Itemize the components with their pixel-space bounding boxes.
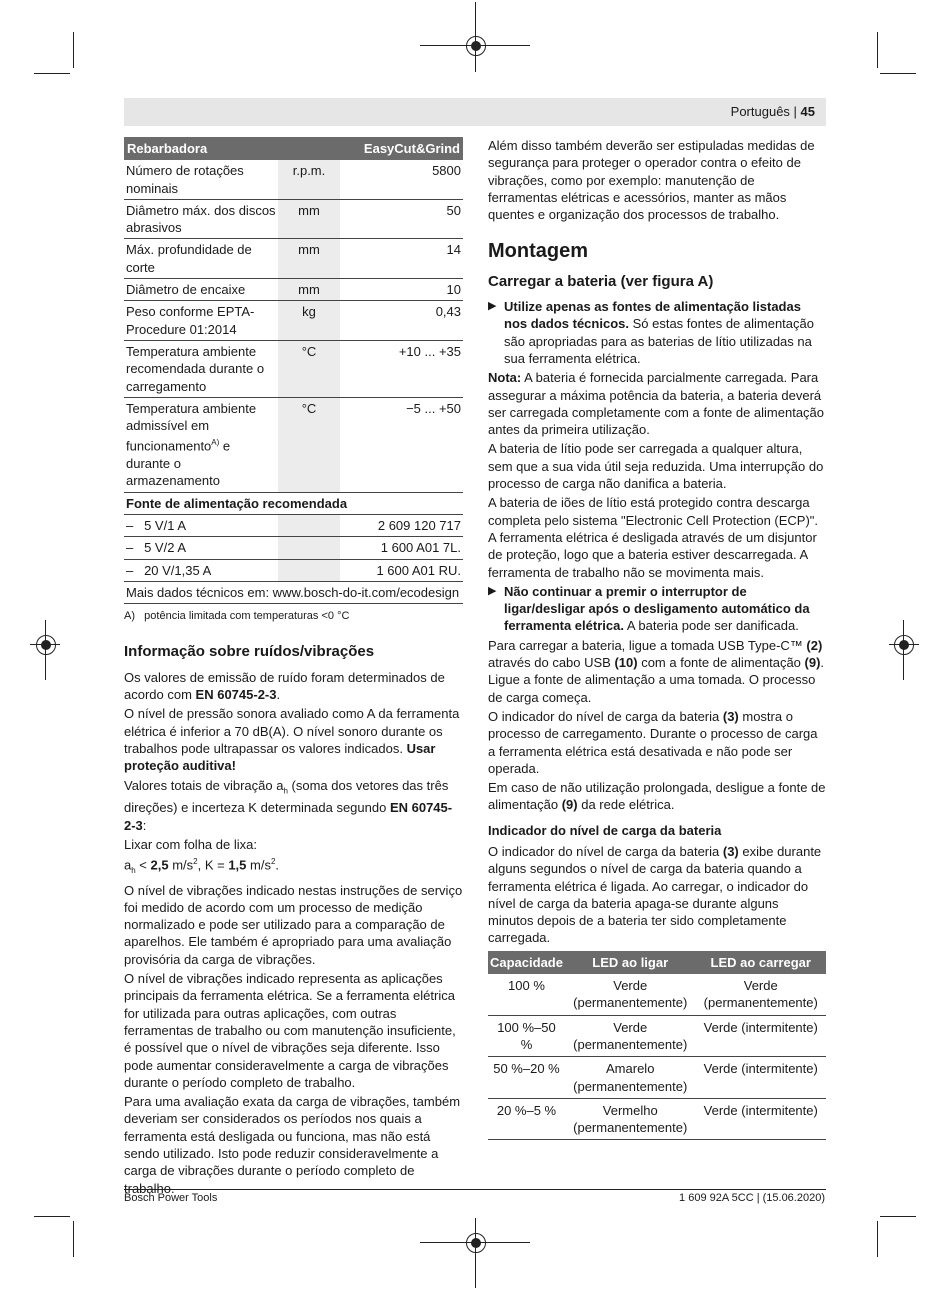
- led-header-row: Capacidade LED ao ligar LED ao carregar: [488, 951, 826, 974]
- bullet-1: ▶ Utilize apenas as fontes de alimentação listadas nos dados técnicos. Só estas fontes de alimentação são apropriadas para as baterias de lítio utilizadas na sua ferramenta elétrica.: [488, 299, 814, 366]
- footnote: A) potência limitada com temperaturas <0 °C: [124, 610, 350, 623]
- led-row: 50 %–20 % Amarelo (permanentemente) Verde (intermitente): [488, 1057, 826, 1099]
- header-language: Português: [730, 104, 790, 119]
- led-row: 100 %–50 % Verde (permanentemente) Verde (intermitente): [488, 1015, 826, 1057]
- bullet-2: ▶ Não continuar a premir o interruptor de ligar/desligar após o desligamento automático da ferramenta elétrica. A bateria pode ser danificada.: [488, 583, 810, 634]
- right-column: [488, 137, 826, 1140]
- power-row: – 5 V/2 A 1 600 A01 7L.: [124, 537, 463, 559]
- p-lithium: A bateria de lítio pode ser carregada a qualquer altura, sem que a sua vida útil seja reduzida. Uma interrupção do processo de carga não danifica a bateria.: [488, 441, 824, 492]
- power-section-title: Fonte de alimentação recomendada: [124, 492, 463, 514]
- more-info-row: [124, 581, 463, 603]
- spec-header-right: EasyCut&Grind: [340, 137, 463, 160]
- p-indicator: O indicador do nível de carga da bateria (3) mostra o processo de carregamento. Durante o processo de carga a ferramenta elétrica está desativada e não pode ser operada.: [488, 708, 818, 776]
- led-row: 20 %–5 % Vermelho (permanentemente) Verde (intermitente): [488, 1098, 826, 1140]
- triangle-bullet-icon: ▶: [488, 300, 497, 313]
- spec-row: Máx. profundidade de corte mm 14: [124, 239, 463, 279]
- footer-docnumber: 1 609 92A 5CC | (15.06.2020): [679, 1192, 825, 1204]
- page-header: Português | 45: [730, 104, 815, 119]
- led-row: 100 % Verde (permanentemente) Verde (permanentemente): [488, 974, 826, 1015]
- p-ecp: A bateria de iões de lítio está protegido contra descarga completa pelo sistema "Electronic Cell Protection (ECP)". A ferramenta elétrica é desligada através de um disjuntor de proteção, logo que a bateria estiver descarregada. A ferramenta de trabalho não se movimenta mais.: [488, 495, 819, 580]
- noise-p1: Os valores de emissão de ruído foram determinados de acordo com EN 60745-2-3.: [124, 669, 445, 703]
- led-table: [488, 951, 826, 1141]
- noise-p6: O nível de vibrações indicado representa as aplicações principais da ferramenta elétrica. Se a ferramenta elétrica for utilizada para outras aplicações, com outras ferramentas de trabalho ou com manutenção insuficiente, é possível que o nível de vibrações seja diferente. Isso pode aumentar consideravelmente a carga de vibrações durante o período completo de trabalho.: [124, 971, 456, 1090]
- note: Nota: A bateria é fornecida parcialmente carregada. Para assegurar a máxima potência da bateria, a bateria deverá ser carregada completamente com a fonte de alimentação antes da primeira utilização.: [488, 370, 825, 438]
- spec-row: Temperatura ambiente admissível em funcionamento$^{A)}$ e durante o armazenamento °C −5 ... +50: [124, 397, 463, 492]
- noise-title: Informação sobre ruídos/vibrações: [124, 643, 375, 661]
- noise-p3: Valores totais de vibração $a_h$ (soma dos vetores das três direções) e incerteza K determinada segundo EN 60745-2-3:: [124, 777, 453, 833]
- spec-row: Diâmetro de encaixe mm 10: [124, 279, 463, 301]
- right-intro: Além disso também deverão ser estipuladas medidas de segurança para proteger o operador contra o efeito de vibrações, como por exemplo: manutenção de ferramentas elétricas e acessórios, manter as mãos quentes e organização dos processos de trabalho.: [488, 138, 815, 223]
- spec-row: Número de rotações nominais r.p.m. 5800: [124, 160, 463, 199]
- noise-p4: Lixar com folha de lixa: $a_h < 2,5$ $m/s^2$, K = 1,5 $m/s^2$.: [124, 837, 280, 876]
- noise-p2: O nível de pressão sonora avaliado como A da ferramenta elétrica é inferior a 70 dB(A). O nível sonoro durante os trabalhos pode ultrapassar os valores indicados. Usar proteção auditiva!: [124, 706, 460, 774]
- triangle-bullet-icon: ▶: [488, 584, 497, 597]
- noise-p5: O nível de vibrações indicado nestas instruções de serviço foi medido de acordo com um processo de medição normalizado e pode ser utilizado para a comparação de aparelhos. Ele também é apropriado para uma avaliação provisória da carga de vibrações.: [124, 882, 463, 967]
- spec-row: Temperatura ambiente recomendada durante o carregamento °C +10 ... +35: [124, 340, 463, 397]
- spec-row: Diâmetro máx. dos discos abrasivos mm 50: [124, 199, 463, 239]
- montagem-title: Montagem: [488, 240, 588, 263]
- footer-brand: Bosch Power Tools: [124, 1192, 218, 1204]
- power-row: – 20 V/1,35 A 1 600 A01 RU.: [124, 559, 463, 581]
- charge-title: Carregar a bateria (ver figura A): [488, 272, 714, 290]
- p-charge: Para carregar a bateria, ligue a tomada USB Type-C™ (2) através do cabo USB (10) com a fonte de alimentação (9). Ligue a fonte de alimentação a uma tomada. O processo de carga começa.: [488, 637, 825, 705]
- spec-row: Peso conforme EPTA-Procedure 01:2014 kg 0,43: [124, 301, 463, 341]
- more-info-link[interactable]: Mais dados técnicos em: www.bosch-do-it.com/ecodesign: [124, 581, 463, 603]
- spec-table: [124, 137, 463, 604]
- header-bar: [124, 98, 826, 126]
- p-indicator-2: O indicador do nível de carga da bateria (3) exibe durante alguns segundos o nível de carga da bateria quando a ferramenta elétrica é ligada. Ao carregar, o indicador do nível de carga da bateria apaga-se durante alguns minutos depois de a bateria ter sido completamente carregada.: [488, 843, 822, 946]
- indicator-title: Indicador do nível de carga da bateria: [488, 822, 722, 838]
- noise-p7: Para uma avaliação exata da carga de vibrações, também deveriam ser considerados os períodos nos quais a ferramenta está desligada ou funciona, mas não está sendo utilizado. Isto pode reduzir consideravelmente a carga de vibrações durante o período completo de: [124, 1094, 461, 1179]
- page-number: 45: [800, 104, 815, 119]
- footer-rule: [124, 1189, 826, 1190]
- left-column: [124, 137, 463, 1199]
- spec-header-left: Rebarbadora: [124, 137, 340, 160]
- p-long: Em caso de não utilização prolongada, desligue a fonte de alimentação (9) da rede elétrica.: [488, 780, 826, 813]
- power-row: – 5 V/1 A 2 609 120 717: [124, 514, 463, 536]
